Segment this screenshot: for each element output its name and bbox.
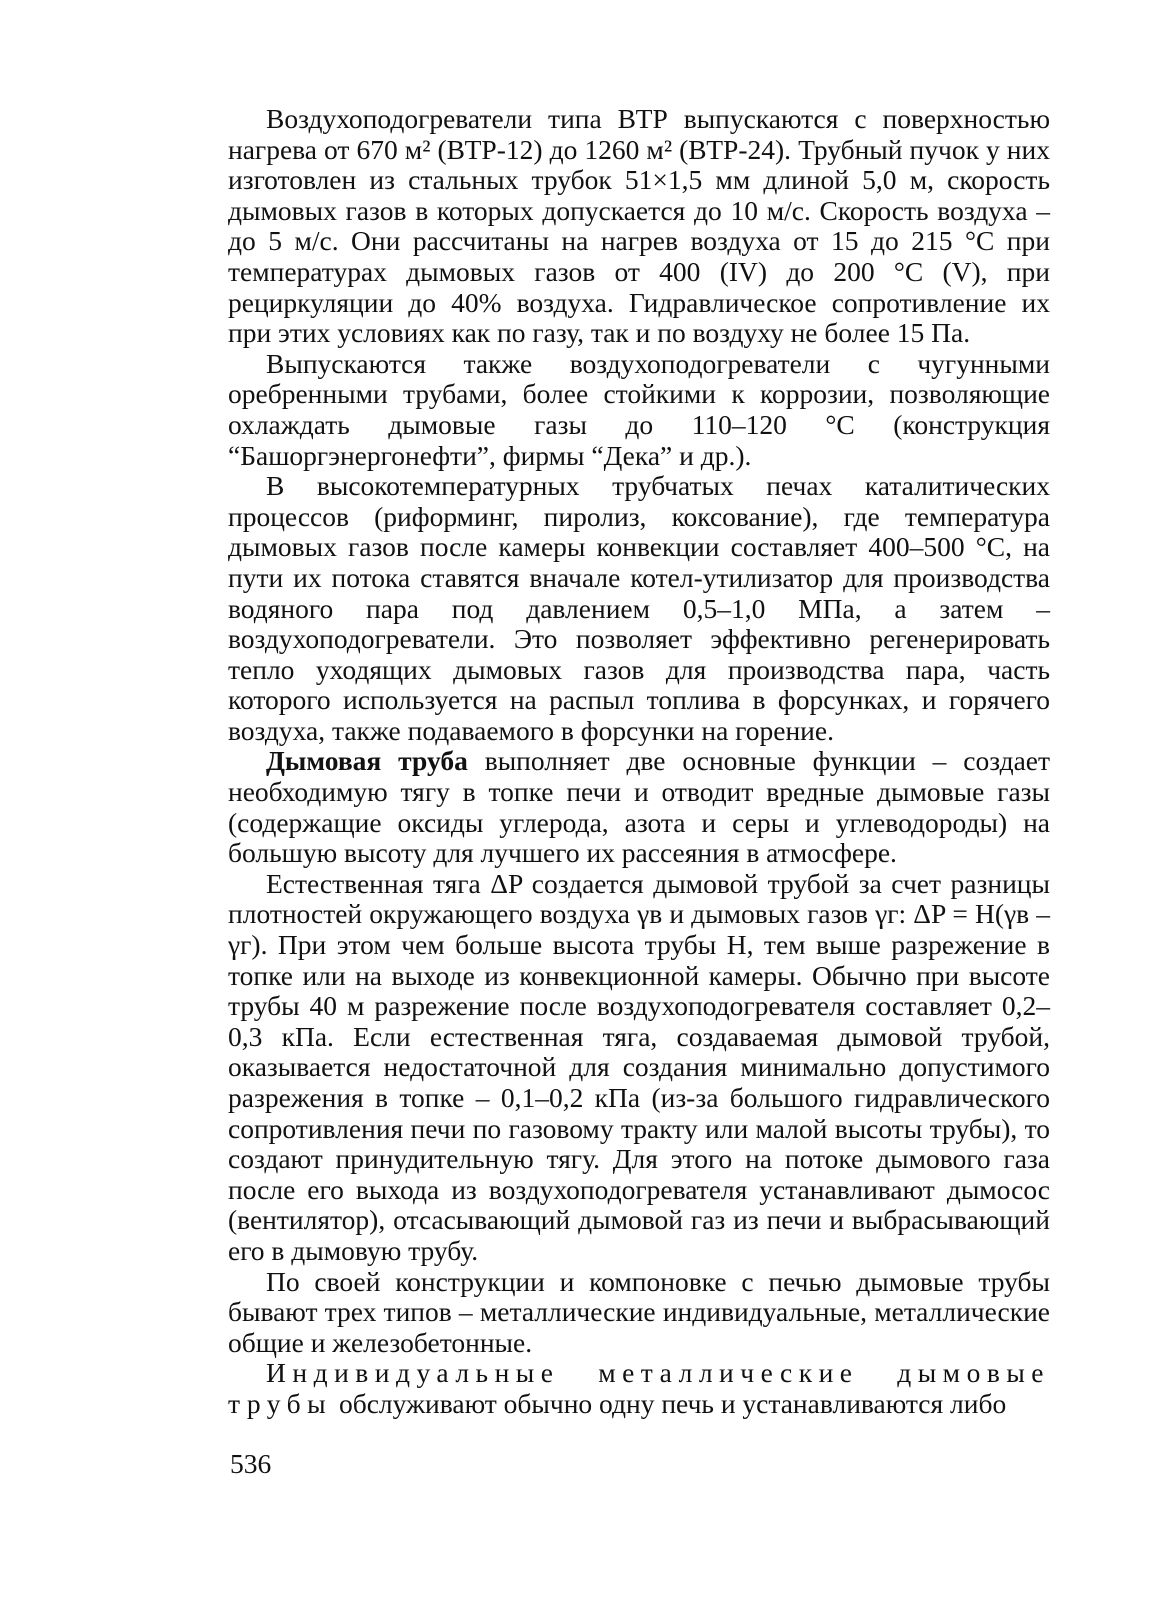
page-number: 536 [230,1448,272,1479]
paragraph-individual-chimneys [228,1358,1050,1419]
page-body [228,104,1050,1420]
paragraph-chimney-functions [228,746,1050,868]
paragraph-high-temperature-furnaces: В высокотемпературных трубчатых печах каталитических процессов (риформинг, пиролиз, коксование), где температура дымовых газов после камеры конвекции составляет 400–500 °С, на пути их потока ставятся вначале котел-утилизатор для производства водяного пара под давлением 0,5–1,0 МПа, а затем – воздухоподогреватели. Это позволяет эффективно регенерировать тепло уходящих дымовых газов для производства пара, часть которого используется на распыл топлива в форсунках, и горячего воздуха, также подаваемого в форсунки на горение. [228,470,1050,746]
paragraph-air-heaters-vtr: Воздухоподогреватели типа ВТР выпускаются с поверхностью нагрева от 670 м² (ВТР-12) до 1260 м² (ВТР-24). Трубный пучок у них изготовлен из стальных трубок 51×1,5 мм длиной 5,0 м, скорость дымовых газов в которых допускается до 10 м/с. Скорость воздуха – до 5 м/с. Они рассчитаны на нагрев воздуха от 15 до 215 °С при температурах дымовых газов от 400 (IV) до 200 °С (V), при рециркуляции до 40% воздуха. Гидравлическое сопротивление их при этих условиях как по газу, так и по воздуху не более 15 Па. [228,103,1050,349]
paragraph-individual-chimneys-text: обслуживают обычно одну печь и устанавливаются либо [332,1387,1007,1419]
paragraph-cast-iron-air-heaters: Выпускаются также воздухоподогреватели с чугунными оребренными трубами, более стойкими к коррозии, позволяющие охлаждать дымовые газы до 110–120 °С (конструкция “Башоргэнергонефти”, фирмы “Дека” и др.). [228,347,1050,471]
term-individual-metal-chimneys: Индивидуальные металлические дымовые трубы [228,1357,1050,1419]
paragraph-natural-draft: Естественная тяга ΔP создается дымовой трубой за счет разницы плотностей окружающего воздуха γв и дымовых газов γг: ΔP = H(γв – γг). При этом чем больше высота трубы H, тем выше разрежение в топке или на выходе из конвекционной камеры. Обычно при высоте трубы 40 м разрежение после воздухоподогревателя составляет 0,2–0,3 кПа. Если естественная тяга, создаваемая дымовой трубой, оказывается недостаточной для создания минимально допустимого разрежения в топке – 0,1–0,2 кПа (из-за большого гидравлического сопротивления печи по газовому тракту или малой высоты трубы), то создают принудительную тягу. Для этого на потоке дымового газа после его выхода из воздухоподогревателя устанавливают дымосос (вентилятор), отсасывающий дымовой газ из печи и выбрасывающий его в дымовую трубу. [228,867,1050,1266]
paragraph-chimney-types: По своей конструкции и компоновке с печью дымовые трубы бывают трех типов – металлические индивидуальные, металлические общие и железобетонные. [228,1265,1050,1358]
paragraph-chimney-functions-text: выполняет две основные функции – создает необходимую тягу в топке печи и отводит вредные дымовые газы (содержащие оксиды углерода, азота и серы и углеводороды) на большую высоту для лучшего их рассеяния в атмосфере. [228,745,1051,869]
term-chimney: Дымовая труба [266,745,468,777]
